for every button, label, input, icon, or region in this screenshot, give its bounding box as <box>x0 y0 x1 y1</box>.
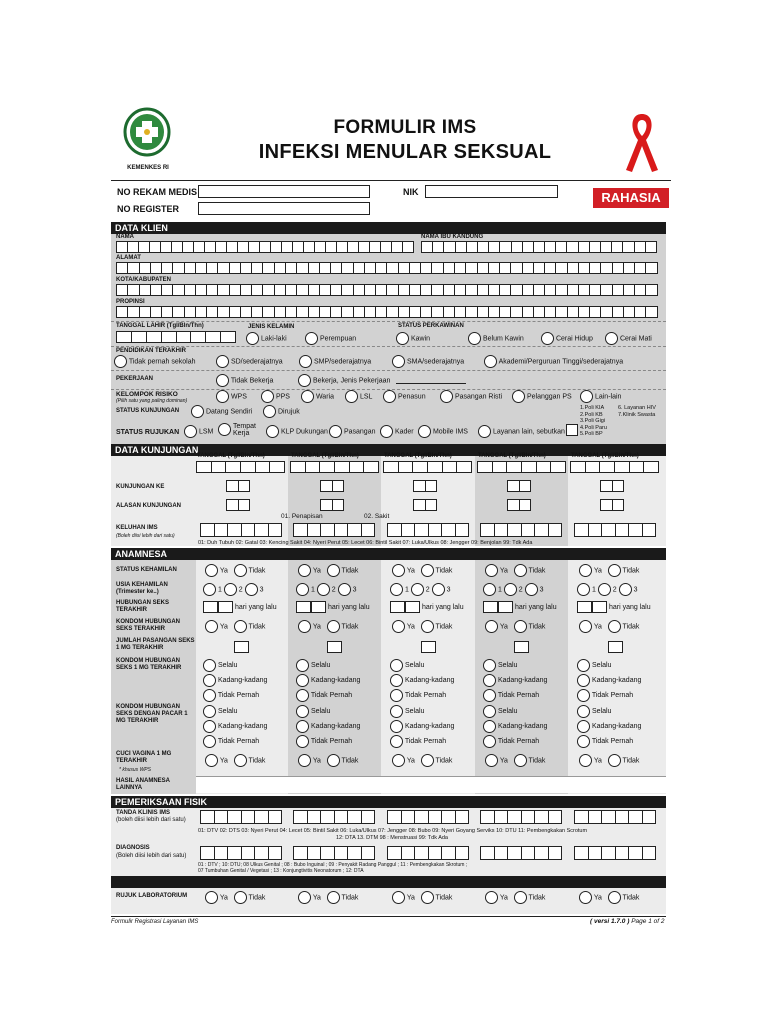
pend-sma[interactable]: SMA/sederajatnya <box>392 355 464 368</box>
cuci-3[interactable]: Ya Tidak <box>392 754 452 767</box>
tanggal-col2: TANGGAL (Tgl/Bln/Thn) <box>291 453 359 459</box>
pek-bekerja[interactable]: Bekerja, Jenis Pekerjaan <box>298 374 390 387</box>
keluhan-note: (Boleh diisi lebih dari satu) <box>116 533 175 539</box>
nama-grid[interactable] <box>116 241 414 253</box>
poli-list: 1.Poli KIA 2.Poli KB 3.Poli Gigi 4.Poli Paru 5.Poli BP <box>580 405 607 437</box>
kunjungan-ke-label: KUNJUNGAN KE <box>116 484 165 490</box>
footer-left: Formulir Registrasi Layanan IMS <box>111 919 199 925</box>
hari-lalu-1[interactable]: hari yang lalu <box>203 601 277 613</box>
section-data-klien: DATA KLIEN <box>111 222 666 234</box>
header-divider <box>111 180 671 181</box>
rujuk-3[interactable]: Ya Tidak <box>392 891 452 904</box>
jk-perempuan[interactable]: Perempuan <box>305 332 356 345</box>
kelompok-note: (Pilih satu yang paling dominan) <box>116 398 188 404</box>
cuci-vagina-label: CUCI VAGINA 1 MG TERAKHIR <box>116 751 172 764</box>
trimester-4[interactable]: 1 2 3 <box>483 583 543 596</box>
nama-ibu-label: NAMA IBU KANDUNG <box>421 234 484 240</box>
kondom-1mg-3[interactable]: Selalu Kadang-kadang Tidak Pernah <box>390 658 454 703</box>
propinsi-grid[interactable] <box>116 306 658 318</box>
diagnosis-grid[interactable] <box>387 846 469 860</box>
keluhan-grid[interactable] <box>574 523 656 537</box>
hamil-ya-4[interactable]: Ya Tidak <box>485 564 545 577</box>
pekerjaan-line[interactable] <box>396 383 466 384</box>
kel-wps[interactable]: WPS <box>216 390 247 403</box>
diagnosis-note: (Boleh diisi lebih dari satu) <box>116 853 187 859</box>
footer-divider <box>111 916 666 917</box>
tanggal-col5: TANGGAL (Tgl/Bln/Thn) <box>571 453 639 459</box>
diagnosis-grid[interactable] <box>480 846 562 860</box>
nama-ibu-grid[interactable] <box>421 241 657 253</box>
kunjungan-ke-grid[interactable] <box>226 480 250 492</box>
hasil-input[interactable] <box>196 776 666 793</box>
alasan-grid[interactable] <box>600 499 624 511</box>
kondom-pacar-4[interactable]: Selalu Kadang-kadang Tidak Pernah <box>483 704 547 749</box>
sr-layanan-lain[interactable]: Layanan lain, sebutkan <box>478 425 565 438</box>
pend-sd[interactable]: SD/sederajatnya <box>216 355 283 368</box>
logo-caption: KEMENKES RI <box>127 165 169 171</box>
sk-dirujuk[interactable]: Dirujuk <box>263 405 300 418</box>
jumlah-box-4[interactable] <box>514 638 529 656</box>
hari-lalu-3[interactable]: hari yang lalu <box>390 601 464 613</box>
cuci-5[interactable]: Ya Tidak <box>579 754 639 767</box>
sr-pasangan[interactable]: Pasangan <box>329 425 375 438</box>
keluhan-grid[interactable] <box>200 523 282 537</box>
hamil-ya-2[interactable]: Ya Tidak <box>298 564 358 577</box>
alasan-grid[interactable] <box>320 499 344 511</box>
alamat-grid[interactable] <box>116 262 658 274</box>
rujuk-4[interactable]: Ya Tidak <box>485 891 545 904</box>
kondom-terakhir-5[interactable]: Ya Tidak <box>579 620 639 633</box>
usia-kehamilan-label: USIA KEHAMILAN <box>116 582 168 588</box>
dark-separator <box>111 876 666 888</box>
jumlah-pasangan-label: JUMLAH PASANGAN SEKS 1 MG TERAKHIR <box>116 638 195 651</box>
jumlah-box-3[interactable] <box>421 638 436 656</box>
form-title: FORMULIR IMS <box>333 117 477 138</box>
tanggal-grid[interactable] <box>196 461 285 473</box>
hari-lalu-5[interactable]: hari yang lalu <box>577 601 651 613</box>
diagnosis-grid[interactable] <box>293 846 375 860</box>
kel-pps[interactable]: PPS <box>261 390 290 403</box>
tanggal-lahir-label: TANGGAL LAHIR (Tgl/Bln/Thn) <box>116 323 204 329</box>
tanggal-col1: TANGGAL (Tgl/Bln/Thn) <box>197 453 265 459</box>
kel-waria[interactable]: Waria <box>301 390 334 403</box>
layanan-lain-box[interactable] <box>566 424 578 436</box>
cuci-1[interactable]: Ya Tidak <box>205 754 265 767</box>
nik-label: NIK <box>403 187 419 197</box>
kondom-terakhir-3[interactable]: Ya Tidak <box>392 620 452 633</box>
pend-tidak[interactable]: Tidak pernah sekolah <box>114 355 196 368</box>
diagnosis-grid[interactable] <box>574 846 656 860</box>
cuci-4[interactable]: Ya Tidak <box>485 754 545 767</box>
hamil-ya-3[interactable]: Ya Tidak <box>392 564 452 577</box>
tanda-grid[interactable] <box>200 810 282 824</box>
footer-right <box>590 918 664 925</box>
sr-tempat-kerja[interactable]: Tempat Kerja <box>218 423 263 437</box>
rahasia-badge: RAHASIA <box>593 188 669 208</box>
trimester-1[interactable]: 1 2 3 <box>203 583 263 596</box>
tanggal-grid[interactable] <box>290 461 379 473</box>
diagnosis-legend: 01 : DTV ; 10: DTU; 08 Ulkus Genital ; 08 : Bubo Inguinal ; 09 : Penyakit Radang Panggul ; 11 : Pembengkakan Skrotum ; <box>198 862 468 868</box>
keluhan-grid[interactable] <box>293 523 375 537</box>
tanda-grid[interactable] <box>574 810 656 824</box>
kondom-terakhir-label: KONDOM HUBUNGAN SEKS TERAKHIR <box>116 619 180 632</box>
tanggal-col3: TANGGAL (Tgl/Bln/Thn) <box>384 453 452 459</box>
alasan-label: ALASAN KUNJUNGAN <box>116 503 182 509</box>
kondom-pacar-5[interactable]: Selalu Kadang-kadang Tidak Pernah <box>577 704 641 749</box>
form-subtitle: INFEKSI MENULAR SEKSUAL <box>258 141 552 163</box>
kondom-terakhir-1[interactable]: Ya Tidak <box>205 620 265 633</box>
tanggal-grid[interactable] <box>570 461 659 473</box>
kel-pasangan-risti[interactable]: Pasangan Risti <box>440 390 502 403</box>
kelompok-label: KELOMPOK RISIKO <box>116 391 178 398</box>
jumlah-box-2[interactable] <box>327 638 342 656</box>
trimester-3[interactable]: 1 2 3 <box>390 583 450 596</box>
kondom-1mg-4[interactable]: Selalu Kadang-kadang Tidak Pernah <box>483 658 547 703</box>
jumlah-box-1[interactable] <box>234 638 249 656</box>
pek-tidak-bekerja[interactable]: Tidak Bekerja <box>216 374 273 387</box>
hamil-ya-1[interactable]: Ya Tidak <box>205 564 265 577</box>
pendidikan-label: PENDIDIKAN TERAKHIR <box>116 348 187 354</box>
layanan-list: 6. Layanan HIV 7.Klinik Swasta <box>618 405 656 418</box>
divider <box>111 346 666 347</box>
kondom-terakhir-4[interactable]: Ya Tidak <box>485 620 545 633</box>
sr-mobile[interactable]: Mobile IMS <box>418 425 468 438</box>
keluhan-grid[interactable] <box>480 523 562 537</box>
rujuk-5[interactable]: Ya Tidak <box>579 891 639 904</box>
tanggal-lahir-grid[interactable] <box>116 331 236 343</box>
tanggal-col4: TANGGAL (Tgl/Bln/Thn) <box>478 453 546 459</box>
alasan-grid[interactable] <box>413 499 437 511</box>
nama-label: NAMA <box>116 234 134 240</box>
kondom-pacar-2[interactable]: Selalu Kadang-kadang Tidak Pernah <box>296 704 360 749</box>
footer-page: Page 1 of 2 <box>631 918 665 925</box>
status-rujukan-label: STATUS RUJUKAN <box>116 429 180 436</box>
tanggal-grid[interactable] <box>383 461 472 473</box>
rekam-medis-label: NO REKAM MEDIS <box>117 187 198 197</box>
section-anamnesa: ANAMNESA <box>111 548 666 560</box>
status-kehamilan-label: STATUS KEHAMILAN <box>116 567 177 573</box>
hari-lalu-4[interactable]: hari yang lalu <box>483 601 557 613</box>
rujuk-1[interactable]: Ya Tidak <box>205 891 265 904</box>
pend-akademi[interactable]: Akademi/Perguruan Tinggi/sederajatnya <box>484 355 623 368</box>
diagnosis-legend-2: 07 Tumbuhan Genital / Vegetasi ; 13 : Konjungtivitis Neonatorum ; 12: DTA <box>198 868 364 874</box>
status-kunjungan-label: STATUS KUNJUNGAN <box>116 408 180 414</box>
tanda-grid[interactable] <box>293 810 375 824</box>
section-pemeriksaan: PEMERIKSAAN FISIK <box>111 796 666 808</box>
alamat-label: ALAMAT <box>116 255 141 261</box>
tanggal-grid[interactable] <box>477 461 566 473</box>
kondom-terakhir-2[interactable]: Ya Tidak <box>298 620 358 633</box>
alasan-penapisan: 01. Penapisan <box>281 513 323 520</box>
sr-klp[interactable]: KLP Dukungan <box>266 425 328 438</box>
kondom-1mg-5[interactable]: Selalu Kadang-kadang Tidak Pernah <box>577 658 641 703</box>
jk-laki[interactable]: Laki-laki <box>246 332 287 345</box>
kel-lain[interactable]: Lain-lain <box>580 390 621 403</box>
sk-datang-sendiri[interactable]: Datang Sendiri <box>191 405 252 418</box>
trimester-5[interactable]: 1 2 3 <box>577 583 637 596</box>
pend-smp[interactable]: SMP/sederajatnya <box>299 355 371 368</box>
alasan-grid[interactable] <box>507 499 531 511</box>
kunjungan-ke-grid[interactable] <box>507 480 531 492</box>
divider <box>111 321 666 322</box>
kondom-1mg-2[interactable]: Selalu Kadang-kadang Tidak Pernah <box>296 658 360 703</box>
propinsi-label: PROPINSI <box>116 299 145 305</box>
alasan-sakit: 02. Sakit <box>364 513 390 520</box>
kunjungan-ke-grid[interactable] <box>413 480 437 492</box>
kunjungan-ke-grid[interactable] <box>600 480 624 492</box>
keluhan-label: KELUHAN IMS <box>116 525 158 531</box>
sp-belum-kawin[interactable]: Belum Kawin <box>468 332 524 345</box>
tanda-legend-2: 12: DTA 13. DTM 98 : Menstruasi 99: Tdk Ada <box>336 835 448 841</box>
pekerjaan-label: PEKERJAAN <box>116 376 154 382</box>
kondom-1mg-label: KONDOM HUBUNGAN SEKS 1 MG TERAKHIR <box>116 658 182 671</box>
hari-lalu-2[interactable]: hari yang lalu <box>296 601 370 613</box>
kemenkes-logo <box>123 107 171 165</box>
section-data-kunjungan: DATA KUNJUNGAN <box>111 444 666 456</box>
alasan-grid[interactable] <box>226 499 250 511</box>
tanda-note: (boleh diisi lebih dari satu) <box>116 817 186 823</box>
rujuk-2[interactable]: Ya Tidak <box>298 891 358 904</box>
usia-kehamilan-note: (Trimester ke..) <box>116 589 159 595</box>
kel-penasun[interactable]: Penasun <box>383 390 426 403</box>
jenis-kelamin-label: JENIS KELAMIN <box>248 324 295 330</box>
diagnosis-grid[interactable] <box>200 846 282 860</box>
hamil-ya-5[interactable]: Ya Tidak <box>579 564 639 577</box>
kondom-1mg-1[interactable]: Selalu Kadang-kadang Tidak Pernah <box>203 658 267 703</box>
register-input[interactable] <box>198 202 370 215</box>
keluhan-grid[interactable] <box>387 523 469 537</box>
diagnosis-label: DIAGNOSIS <box>116 845 150 851</box>
status-perkawinan-label: STATUS PERKAWINAN <box>398 323 464 329</box>
kota-grid[interactable] <box>116 284 658 296</box>
jumlah-box-5[interactable] <box>608 638 623 656</box>
kota-label: KOTA/KABUPATEN <box>116 277 171 283</box>
kondom-pacar-label: KONDOM HUBUNGAN SEKS DENGAN PACAR 1 MG TERAKHIR <box>116 704 188 724</box>
tanda-label: TANDA KLINIS IMS <box>116 810 170 816</box>
register-label: NO REGISTER <box>117 204 180 214</box>
red-ribbon-icon <box>620 108 664 179</box>
divider <box>111 370 666 371</box>
keluhan-legend: 01: Duh Tubuh 02: Gatal 03: Kencing Sakit 04: Nyeri Perut 05: Lecet 06: Bintil Sakit 07: Luka/Ulkus 08: Jengger 09: Benjolan 99: Tdk Ada <box>198 540 533 546</box>
nik-input[interactable] <box>425 185 558 198</box>
rujuk-label: RUJUK LABORATORIUM <box>116 893 188 899</box>
kel-lsl[interactable]: LSL <box>345 390 372 403</box>
sr-lsm[interactable]: LSM <box>184 425 213 438</box>
tanda-grid[interactable] <box>387 810 469 824</box>
kunjungan-ke-grid[interactable] <box>320 480 344 492</box>
cuci-2[interactable]: Ya Tidak <box>298 754 358 767</box>
tanda-grid[interactable] <box>480 810 562 824</box>
footer-version: ( versi 1.7.0 ) <box>590 918 630 925</box>
kondom-pacar-1[interactable]: Selalu Kadang-kadang Tidak Pernah <box>203 704 267 749</box>
kondom-pacar-3[interactable]: Selalu Kadang-kadang Tidak Pernah <box>390 704 454 749</box>
rekam-medis-input[interactable] <box>198 185 370 198</box>
tanda-legend: 01: DTV 02: DTS 03: Nyeri Perut 04: Lecet 05: Bintil Sakit 06: Luka/Ulkus 07: Jengger 08: Bubo 09: Nyeri Goyang Serviks 10: DTU 11: Pembengkakan Scrotum <box>198 828 588 834</box>
trimester-2[interactable]: 1 2 3 <box>296 583 356 596</box>
kel-pelanggan-ps[interactable]: Pelanggan PS <box>512 390 572 403</box>
sp-cerai-mati[interactable]: Cerai Mati <box>605 332 652 345</box>
sr-kader[interactable]: Kader <box>380 425 414 438</box>
cuci-vagina-note: * khusus WPS <box>119 767 151 773</box>
sp-cerai-hidup[interactable]: Cerai Hidup <box>541 332 593 345</box>
hasil-label: HASIL ANAMNESA LAINNYA <box>116 778 170 791</box>
sp-kawin[interactable]: Kawin <box>396 332 430 345</box>
hubungan-label: HUBUNGAN SEKS TERAKHIR <box>116 600 170 613</box>
